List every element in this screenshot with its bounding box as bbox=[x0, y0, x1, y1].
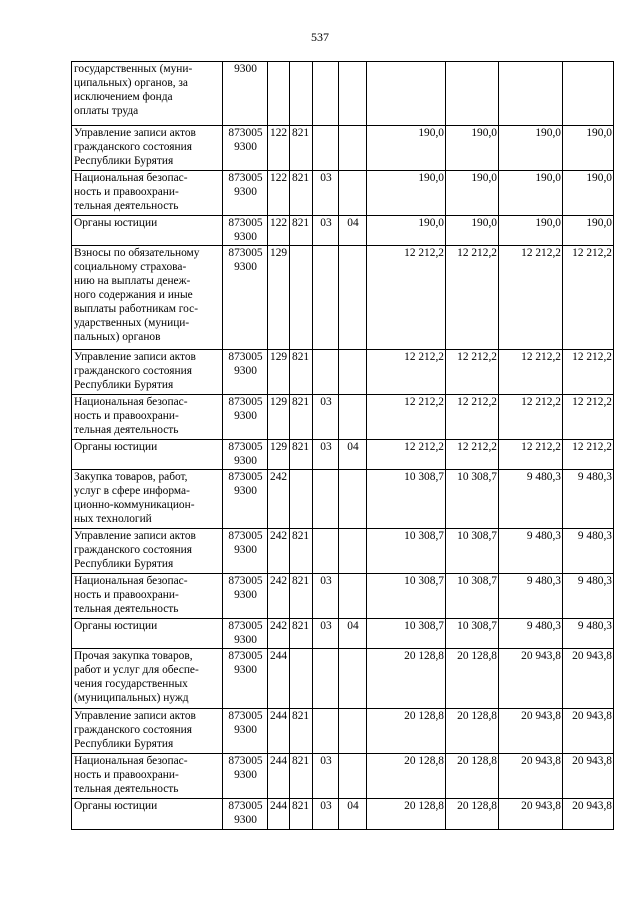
target-article-cell: 873005 9300 bbox=[223, 619, 268, 649]
row-name-cell: Закупка товаров, работ, услуг в сфере информа- ционно-коммуникацион- ных технологий bbox=[72, 470, 223, 529]
amount-1-cell: 20 128,8 bbox=[367, 799, 446, 830]
budget-table bbox=[71, 61, 614, 830]
ministry-code-cell: 821 bbox=[290, 754, 313, 799]
amount-2-cell bbox=[446, 62, 499, 126]
amount-3-cell: 12 212,2 bbox=[499, 246, 563, 350]
target-article-cell: 873005 9300 bbox=[223, 574, 268, 619]
amount-3-cell: 190,0 bbox=[499, 171, 563, 216]
amount-3-cell: 20 943,8 bbox=[499, 709, 563, 754]
amount-4-cell: 20 943,8 bbox=[563, 709, 614, 754]
subsection-cell bbox=[339, 529, 367, 574]
ministry-code-cell bbox=[290, 246, 313, 350]
amount-2-cell: 12 212,2 bbox=[446, 246, 499, 350]
table-row bbox=[72, 171, 614, 216]
subsection-cell bbox=[339, 126, 367, 171]
section-cell: 03 bbox=[313, 619, 339, 649]
subsection-cell: 04 bbox=[339, 216, 367, 246]
row-name-cell: Взносы по обязательному социальному страхова- нию на выплаты денеж- ного содержания и иные выплаты работникам гос- ударственных (муници- пальных) органов bbox=[72, 246, 223, 350]
ministry-code-cell: 821 bbox=[290, 440, 313, 470]
ministry-code-cell: 821 bbox=[290, 529, 313, 574]
subsection-cell bbox=[339, 350, 367, 395]
section-cell: 03 bbox=[313, 799, 339, 830]
amount-4-cell: 9 480,3 bbox=[563, 574, 614, 619]
amount-3-cell: 20 943,8 bbox=[499, 754, 563, 799]
expense-type-cell: 129 bbox=[268, 350, 290, 395]
amount-3-cell: 12 212,2 bbox=[499, 350, 563, 395]
amount-1-cell: 10 308,7 bbox=[367, 470, 446, 529]
expense-type-cell: 122 bbox=[268, 216, 290, 246]
amount-4-cell: 12 212,2 bbox=[563, 395, 614, 440]
section-cell bbox=[313, 529, 339, 574]
target-article-cell: 873005 9300 bbox=[223, 470, 268, 529]
section-cell bbox=[313, 649, 339, 709]
section-cell: 03 bbox=[313, 216, 339, 246]
table-row bbox=[72, 574, 614, 619]
ministry-code-cell: 821 bbox=[290, 395, 313, 440]
ministry-code-cell: 821 bbox=[290, 619, 313, 649]
row-name-cell: Национальная безопас- ность и правоохрани- тельная деятельность bbox=[72, 574, 223, 619]
amount-2-cell: 20 128,8 bbox=[446, 709, 499, 754]
expense-type-cell: 129 bbox=[268, 440, 290, 470]
expense-type-cell bbox=[268, 62, 290, 126]
subsection-cell bbox=[339, 709, 367, 754]
amount-3-cell: 9 480,3 bbox=[499, 574, 563, 619]
amount-1-cell: 12 212,2 bbox=[367, 395, 446, 440]
subsection-cell bbox=[339, 246, 367, 350]
amount-4-cell: 20 943,8 bbox=[563, 754, 614, 799]
target-article-cell: 873005 9300 bbox=[223, 216, 268, 246]
section-cell: 03 bbox=[313, 395, 339, 440]
amount-3-cell: 9 480,3 bbox=[499, 619, 563, 649]
ministry-code-cell bbox=[290, 62, 313, 126]
subsection-cell bbox=[339, 649, 367, 709]
amount-2-cell: 10 308,7 bbox=[446, 619, 499, 649]
amount-2-cell: 10 308,7 bbox=[446, 470, 499, 529]
row-name-cell: Органы юстиции bbox=[72, 619, 223, 649]
row-name-cell: Управление записи актов гражданского состояния Республики Бурятия bbox=[72, 126, 223, 171]
table-row bbox=[72, 470, 614, 529]
subsection-cell bbox=[339, 62, 367, 126]
amount-1-cell: 10 308,7 bbox=[367, 529, 446, 574]
amount-1-cell: 190,0 bbox=[367, 216, 446, 246]
target-article-cell: 873005 9300 bbox=[223, 709, 268, 754]
amount-3-cell: 12 212,2 bbox=[499, 440, 563, 470]
subsection-cell: 04 bbox=[339, 440, 367, 470]
amount-3-cell: 20 943,8 bbox=[499, 799, 563, 830]
section-cell bbox=[313, 62, 339, 126]
expense-type-cell: 244 bbox=[268, 649, 290, 709]
amount-3-cell: 12 212,2 bbox=[499, 395, 563, 440]
ministry-code-cell bbox=[290, 470, 313, 529]
amount-4-cell: 9 480,3 bbox=[563, 529, 614, 574]
amount-1-cell: 10 308,7 bbox=[367, 574, 446, 619]
target-article-cell: 873005 9300 bbox=[223, 395, 268, 440]
table-row bbox=[72, 754, 614, 799]
amount-3-cell: 190,0 bbox=[499, 216, 563, 246]
target-article-cell: 9300 bbox=[223, 62, 268, 126]
table-row bbox=[72, 350, 614, 395]
amount-4-cell: 20 943,8 bbox=[563, 649, 614, 709]
amount-4-cell: 12 212,2 bbox=[563, 440, 614, 470]
amount-2-cell: 190,0 bbox=[446, 216, 499, 246]
amount-1-cell: 12 212,2 bbox=[367, 350, 446, 395]
expense-type-cell: 129 bbox=[268, 246, 290, 350]
amount-2-cell: 12 212,2 bbox=[446, 350, 499, 395]
row-name-cell: Органы юстиции bbox=[72, 216, 223, 246]
row-name-cell: Прочая закупка товаров, работ и услуг для обеспе- чения государственных (муниципальных) нужд bbox=[72, 649, 223, 709]
amount-2-cell: 20 128,8 bbox=[446, 649, 499, 709]
table-row bbox=[72, 799, 614, 830]
amount-1-cell: 190,0 bbox=[367, 171, 446, 216]
amount-2-cell: 190,0 bbox=[446, 171, 499, 216]
amount-3-cell: 9 480,3 bbox=[499, 529, 563, 574]
expense-type-cell: 242 bbox=[268, 574, 290, 619]
expense-type-cell: 242 bbox=[268, 619, 290, 649]
target-article-cell: 873005 9300 bbox=[223, 529, 268, 574]
ministry-code-cell: 821 bbox=[290, 709, 313, 754]
section-cell bbox=[313, 246, 339, 350]
ministry-code-cell: 821 bbox=[290, 216, 313, 246]
table-row bbox=[72, 126, 614, 171]
expense-type-cell: 244 bbox=[268, 799, 290, 830]
ministry-code-cell bbox=[290, 649, 313, 709]
subsection-cell bbox=[339, 574, 367, 619]
amount-2-cell: 10 308,7 bbox=[446, 574, 499, 619]
target-article-cell: 873005 9300 bbox=[223, 799, 268, 830]
ministry-code-cell: 821 bbox=[290, 126, 313, 171]
table-row bbox=[72, 709, 614, 754]
ministry-code-cell: 821 bbox=[290, 799, 313, 830]
table-body bbox=[72, 62, 614, 830]
amount-1-cell: 20 128,8 bbox=[367, 709, 446, 754]
row-name-cell: Управление записи актов гражданского состояния Республики Бурятия bbox=[72, 350, 223, 395]
section-cell: 03 bbox=[313, 754, 339, 799]
target-article-cell: 873005 9300 bbox=[223, 171, 268, 216]
expense-type-cell: 244 bbox=[268, 709, 290, 754]
row-name-cell: Органы юстиции bbox=[72, 799, 223, 830]
expense-type-cell: 122 bbox=[268, 171, 290, 216]
amount-1-cell: 12 212,2 bbox=[367, 440, 446, 470]
amount-4-cell: 190,0 bbox=[563, 126, 614, 171]
amount-1-cell: 10 308,7 bbox=[367, 619, 446, 649]
row-name-cell: Национальная безопас- ность и правоохрани- тельная деятельность bbox=[72, 171, 223, 216]
ministry-code-cell: 821 bbox=[290, 350, 313, 395]
table-row bbox=[72, 395, 614, 440]
amount-1-cell: 20 128,8 bbox=[367, 754, 446, 799]
amount-4-cell: 20 943,8 bbox=[563, 799, 614, 830]
amount-2-cell: 10 308,7 bbox=[446, 529, 499, 574]
target-article-cell: 873005 9300 bbox=[223, 440, 268, 470]
amount-1-cell: 190,0 bbox=[367, 126, 446, 171]
row-name-cell: государственных (муни- ципальных) органов, за исключением фонда оплаты труда bbox=[72, 62, 223, 126]
amount-3-cell: 20 943,8 bbox=[499, 649, 563, 709]
amount-3-cell bbox=[499, 62, 563, 126]
amount-2-cell: 190,0 bbox=[446, 126, 499, 171]
amount-4-cell: 190,0 bbox=[563, 216, 614, 246]
table-row bbox=[72, 529, 614, 574]
section-cell bbox=[313, 350, 339, 395]
expense-type-cell: 129 bbox=[268, 395, 290, 440]
target-article-cell: 873005 9300 bbox=[223, 350, 268, 395]
amount-1-cell bbox=[367, 62, 446, 126]
table-row bbox=[72, 246, 614, 350]
row-name-cell: Управление записи актов гражданского состояния Республики Бурятия bbox=[72, 529, 223, 574]
subsection-cell: 04 bbox=[339, 619, 367, 649]
row-name-cell: Управление записи актов гражданского состояния Республики Бурятия bbox=[72, 709, 223, 754]
expense-type-cell: 242 bbox=[268, 470, 290, 529]
row-name-cell: Национальная безопас- ность и правоохрани- тельная деятельность bbox=[72, 754, 223, 799]
amount-3-cell: 190,0 bbox=[499, 126, 563, 171]
amount-4-cell: 12 212,2 bbox=[563, 350, 614, 395]
amount-2-cell: 20 128,8 bbox=[446, 754, 499, 799]
section-cell: 03 bbox=[313, 574, 339, 619]
amount-3-cell: 9 480,3 bbox=[499, 470, 563, 529]
amount-2-cell: 12 212,2 bbox=[446, 395, 499, 440]
section-cell bbox=[313, 126, 339, 171]
table-row bbox=[72, 649, 614, 709]
table-row bbox=[72, 216, 614, 246]
amount-2-cell: 20 128,8 bbox=[446, 799, 499, 830]
amount-4-cell: 9 480,3 bbox=[563, 470, 614, 529]
section-cell bbox=[313, 470, 339, 529]
ministry-code-cell: 821 bbox=[290, 171, 313, 216]
amount-4-cell bbox=[563, 62, 614, 126]
expense-type-cell: 122 bbox=[268, 126, 290, 171]
amount-1-cell: 20 128,8 bbox=[367, 649, 446, 709]
page-number: 537 bbox=[311, 30, 329, 44]
target-article-cell: 873005 9300 bbox=[223, 126, 268, 171]
section-cell: 03 bbox=[313, 440, 339, 470]
table-row bbox=[72, 62, 614, 126]
table-row bbox=[72, 440, 614, 470]
subsection-cell bbox=[339, 171, 367, 216]
amount-4-cell: 190,0 bbox=[563, 171, 614, 216]
expense-type-cell: 244 bbox=[268, 754, 290, 799]
subsection-cell bbox=[339, 395, 367, 440]
subsection-cell bbox=[339, 754, 367, 799]
amount-1-cell: 12 212,2 bbox=[367, 246, 446, 350]
amount-4-cell: 12 212,2 bbox=[563, 246, 614, 350]
section-cell bbox=[313, 709, 339, 754]
target-article-cell: 873005 9300 bbox=[223, 649, 268, 709]
row-name-cell: Национальная безопас- ность и правоохрани- тельная деятельность bbox=[72, 395, 223, 440]
target-article-cell: 873005 9300 bbox=[223, 246, 268, 350]
subsection-cell bbox=[339, 470, 367, 529]
subsection-cell: 04 bbox=[339, 799, 367, 830]
expense-type-cell: 242 bbox=[268, 529, 290, 574]
section-cell: 03 bbox=[313, 171, 339, 216]
amount-2-cell: 12 212,2 bbox=[446, 440, 499, 470]
target-article-cell: 873005 9300 bbox=[223, 754, 268, 799]
ministry-code-cell: 821 bbox=[290, 574, 313, 619]
table-row bbox=[72, 619, 614, 649]
row-name-cell: Органы юстиции bbox=[72, 440, 223, 470]
amount-4-cell: 9 480,3 bbox=[563, 619, 614, 649]
